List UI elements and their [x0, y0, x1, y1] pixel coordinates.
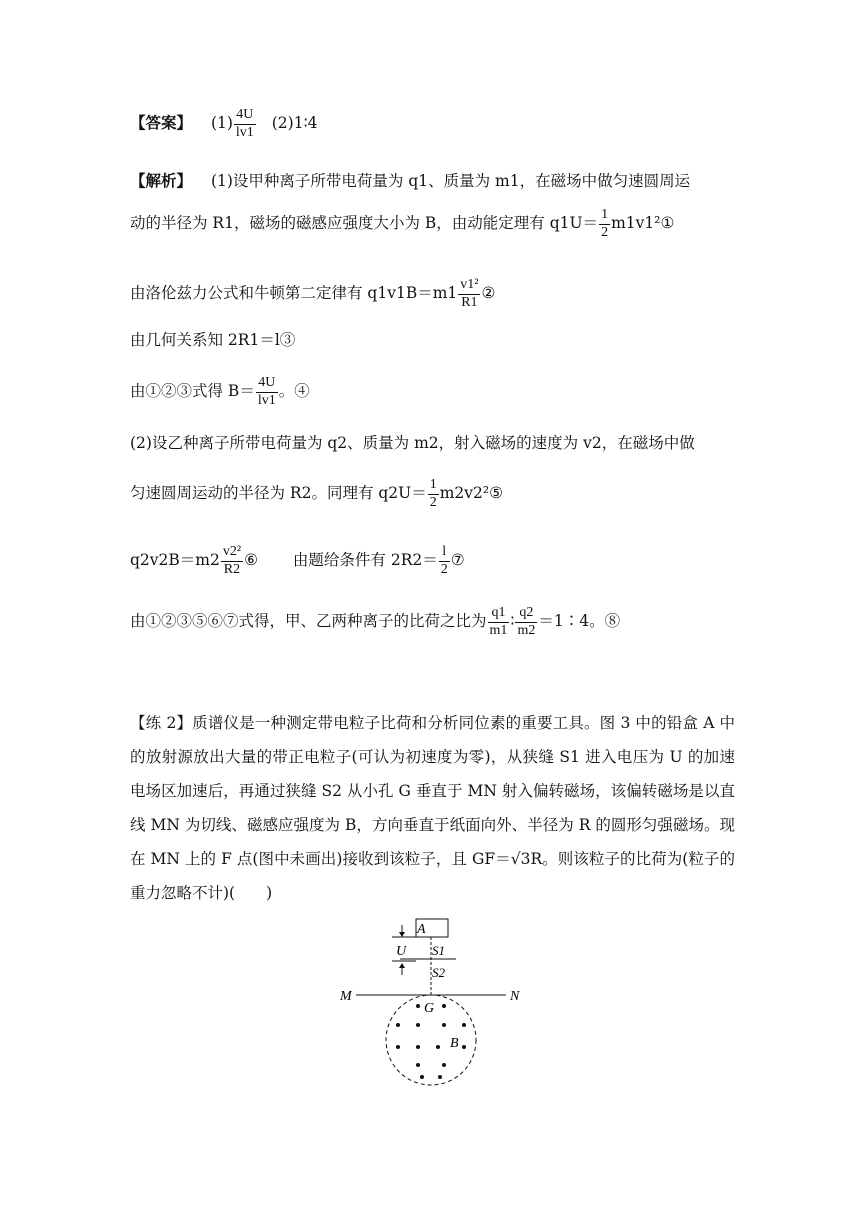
analysis-line-9: 由①②③⑤⑥⑦式得，甲、乙两种离子的比荷之比为 $\frac{q1}{m1}$ ∶ $\frac{q2}{m2}$ ＝1∶4。⑧ — [130, 605, 621, 638]
exercise-label: 【练 2】 — [130, 714, 193, 732]
exercise-paragraph — [130, 706, 735, 910]
label-m: M — [340, 989, 352, 1004]
answer-fraction: $\frac{4U}{lv1}$ — [235, 107, 254, 140]
label-s2: S2 — [432, 965, 445, 980]
label-g: G — [424, 1001, 435, 1016]
label-s1: S1 — [432, 943, 445, 958]
label-a: A — [417, 922, 426, 937]
fraction-half-2: $\frac{1}{2}$ — [429, 477, 437, 510]
exercise-text: 质谱仪是一种测定带电粒子比荷和分析同位素的重要工具。图 3 中的铅盒 A 中的放射源放出大量的带正电粒子(可认为初速度为零)，从狭缝 S1 进入电压为 U 的加速电场区加速后，再通过狭缝 S2 从小孔 G 垂直于 MN 射入偏转磁场，该偏转磁场是以直线 MN 为切线、磁感应强度为 B，方向垂直于纸面向外、半径为 R 的圆形匀强磁场。现在 MN 上的 F 点(图中未画出)接收到该粒子，且 GF＝√3R。则该粒子的比荷为(粒子的重力忽略不计)( ) — [130, 714, 735, 902]
fraction-4u: $\frac{4U}{lv1}$ — [257, 375, 276, 408]
fraction-half: $\frac{1}{2}$ — [601, 207, 609, 240]
analysis-line-6: (2)设乙种离子所带电荷量为 q2、质量为 m2，射入磁场的速度为 v2，在磁场中做 — [130, 434, 695, 452]
analysis-line-3: 由洛伦兹力公式和牛顿第二定律有 q1v1B＝m1 $\frac{\text{v1²}}{R1}$ ② — [130, 277, 496, 310]
fraction-q1-m1: $\frac{q1}{m1}$ — [489, 605, 508, 638]
answer-label: 【答案】 — [130, 113, 193, 133]
analysis-line-5: 由①②③式得 B＝ $\frac{4U}{lv1}$ 。④ — [130, 375, 310, 408]
analysis-line-7: 匀速圆周运动的半径为 R2。同理有 q2U＝ $\frac{1}{2}$ m2v2²⑤ — [130, 477, 504, 510]
mass-spectrometer-figure — [330, 915, 530, 1090]
label-n: N — [510, 989, 520, 1004]
fraction-q2-m2: $\frac{q2}{m2}$ — [517, 605, 536, 638]
analysis-line-4: 由几何关系知 2R1＝l③ — [130, 331, 296, 349]
analysis-line-1: 【解析】 (1)设甲种离子所带电荷量为 q1、质量为 m1，在磁场中做匀速圆周运 — [130, 171, 691, 190]
arrow-head-up — [399, 963, 405, 968]
answer-part1-prefix: (1) — [210, 114, 233, 133]
label-u: U — [396, 944, 407, 959]
label-b: B — [450, 1036, 459, 1051]
fraction-v1-r1: $\frac{\text{v1²}}{R1}$ — [460, 277, 479, 310]
answer-part2: (2)1∶4 — [271, 114, 318, 133]
fraction-v2-r2: $\frac{\text{v2²}}{R2}$ — [222, 544, 242, 577]
analysis-label: 【解析】 — [130, 171, 193, 190]
answer-line — [130, 108, 317, 140]
arrow-head-down — [399, 932, 405, 937]
analysis-line-2: 动的半径为 R1，磁场的磁感应强度大小为 B，由动能定理有 q1U＝ $\frac{1}{2}$ m1v1²① — [130, 207, 675, 240]
fraction-l-2: $\frac{l}{2}$ — [440, 544, 448, 577]
analysis-line-8: q2v2B＝m2 $\frac{\text{v2²}}{R2}$ ⑥ 由题给条件有 2R2＝ $\frac{l}{2}$ ⑦ — [130, 544, 465, 577]
